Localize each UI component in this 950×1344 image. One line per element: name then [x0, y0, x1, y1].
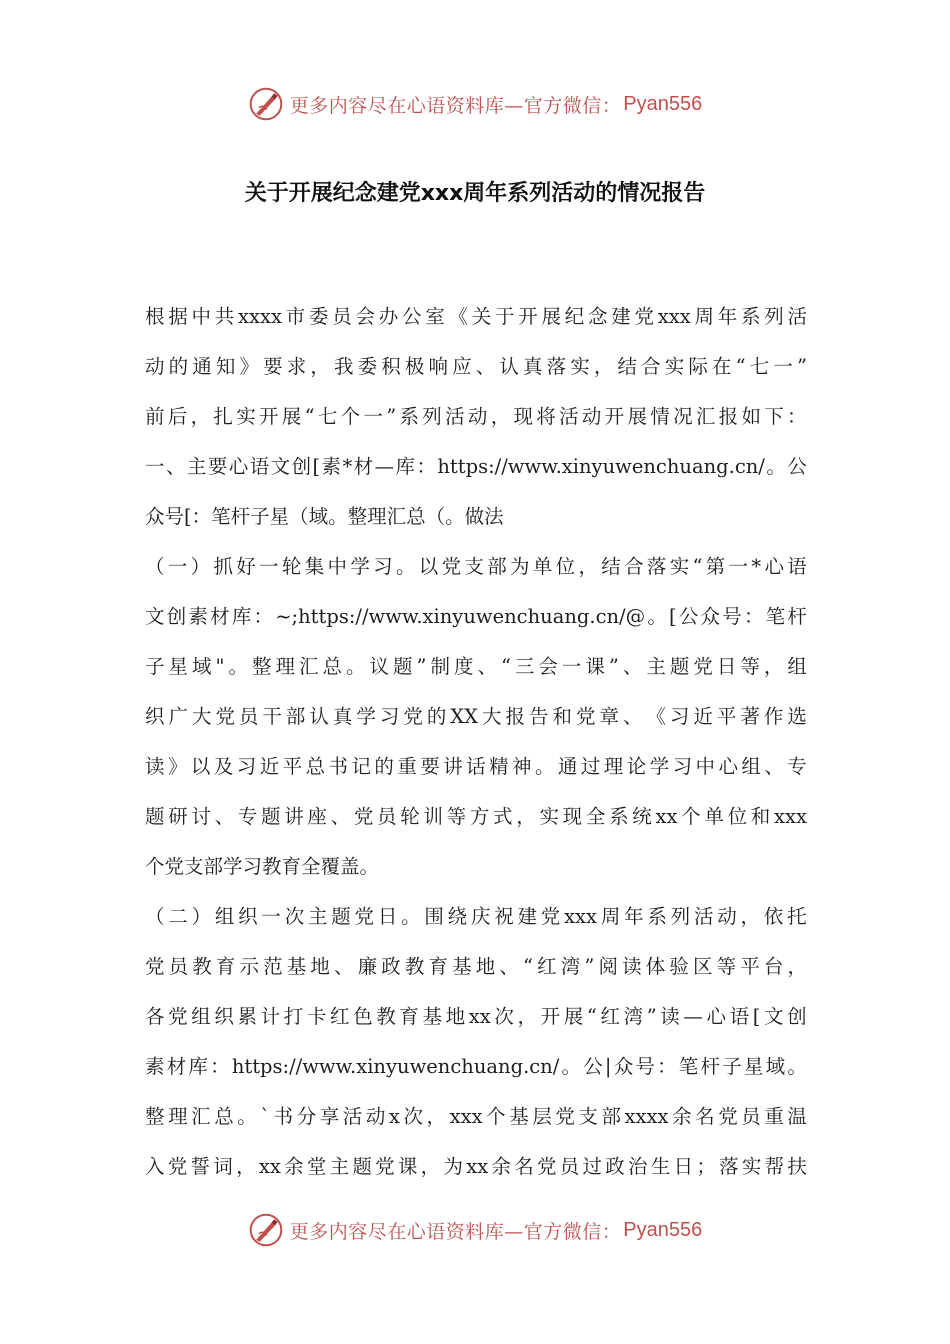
document-body — [145, 292, 807, 1192]
body-line: 根 据 中 共 xxxx 市 委 员 会 办 公 室 《 关 于 开 展 纪 念 建 党 xxx 周 年 系 列 活 — [145, 305, 807, 328]
body-line: 党 员 教 育 示 范 基 地 、 廉 政 教 育 基 地 、 “ 红 湾 ” 阅 读 体 验 区 等 平 台 ， — [145, 955, 807, 978]
header-banner — [0, 84, 950, 124]
footer-banner — [0, 1210, 950, 1250]
body-line: 题 研 讨 、 专 题 讲 座 、 党 员 轮 训 等 方 式 ， 实 现 全 系 统 xx 个 单 位 和 xxx — [145, 805, 807, 828]
document-title: 关于开展纪念建党xxx周年系列活动的情况报告 — [244, 181, 706, 206]
body-line: 整 理 汇 总 。 ` 书 分 享 活 动 x 次 ， xxx 个 基 层 党 支 部 xxxx 余 名 党 员 重 温 — [145, 1105, 807, 1128]
body-line: 织 广 大 党 员 干 部 认 真 学 习 党 的 XX 大 报 告 和 党 章 、 《 习 近 平 著 作 选 — [145, 705, 807, 728]
body-line: （ 一 ） 抓 好 一 轮 集 中 学 习 。 以 党 支 部 为 单 位 ， 结 合 落 实 “ 第 一 * 心 语 — [145, 555, 807, 578]
banner-wechat-handle: Pyan556 — [623, 92, 703, 115]
body-line: 个党支部学习教育全覆盖。 — [145, 855, 380, 878]
body-line: 读 》 以 及 习 近 平 总 书 记 的 重 要 讲 话 精 神 。 通 过 理 论 学 习 中 心 组 、 专 — [145, 755, 807, 778]
body-line: 众号[：笔杆子星（域。整理汇总（。做法 — [145, 505, 504, 528]
body-line: 动 的 通 知 》 要 求 ， 我 委 积 极 响 应 、 认 真 落 实 ， 结 合 实 际 在 “ 七 一 ” — [145, 355, 807, 378]
banner-text: 更多内容尽在心语资料库—官方微信： — [289, 94, 622, 117]
body-line: 文 创 素 材 库 ： ~;https://www.xinyuwenchuang.cn/@ 。 [ 公 众 号 ： 笔 杆 — [145, 605, 807, 628]
body-line: 前 后 ， 扎 实 开 展 “ 七 个 一 ” 系 列 活 动 ， 现 将 活 动 开 展 情 况 汇 报 如 下 ： — [145, 405, 807, 428]
pen-nib-logo-icon — [248, 86, 284, 122]
body-line: 一 、 主 要 心 语 文 创 [ 素 * 材 — 库 ： https://www.xinyuwenchuang.cn/ 。 公 — [145, 455, 807, 478]
pen-nib-logo-icon — [248, 1212, 284, 1248]
banner-text: 更多内容尽在心语资料库—官方微信： — [289, 1220, 622, 1243]
body-line: （ 二 ） 组 织 一 次 主 题 党 日 。 围 绕 庆 祝 建 党 xxx 周 年 系 列 活 动 ， 依 托 — [145, 905, 807, 928]
banner-wechat-handle: Pyan556 — [623, 1218, 703, 1241]
body-line: 入 党 誓 词 ， xx 余 堂 主 题 党 课 ， 为 xx 余 名 党 员 过 政 治 生 日 ； 落 实 帮 扶 — [145, 1155, 807, 1178]
body-line: 子 星 域 " 。 整 理 汇 总 。 议 题 ” 制 度 、 “ 三 会 一 课 ” 、 主 题 党 日 等 ， 组 — [145, 655, 807, 678]
body-line: 素 材 库 ： https://www.xinyuwenchuang.cn/ 。 公 | 众 号 ： 笔 杆 子 星 域 。 — [145, 1055, 807, 1078]
body-line: 各 党 组 织 累 计 打 卡 红 色 教 育 基 地 xx 次 ， 开 展 “ 红 湾 ” 读 — 心 语 [ 文 创 — [145, 1005, 807, 1028]
